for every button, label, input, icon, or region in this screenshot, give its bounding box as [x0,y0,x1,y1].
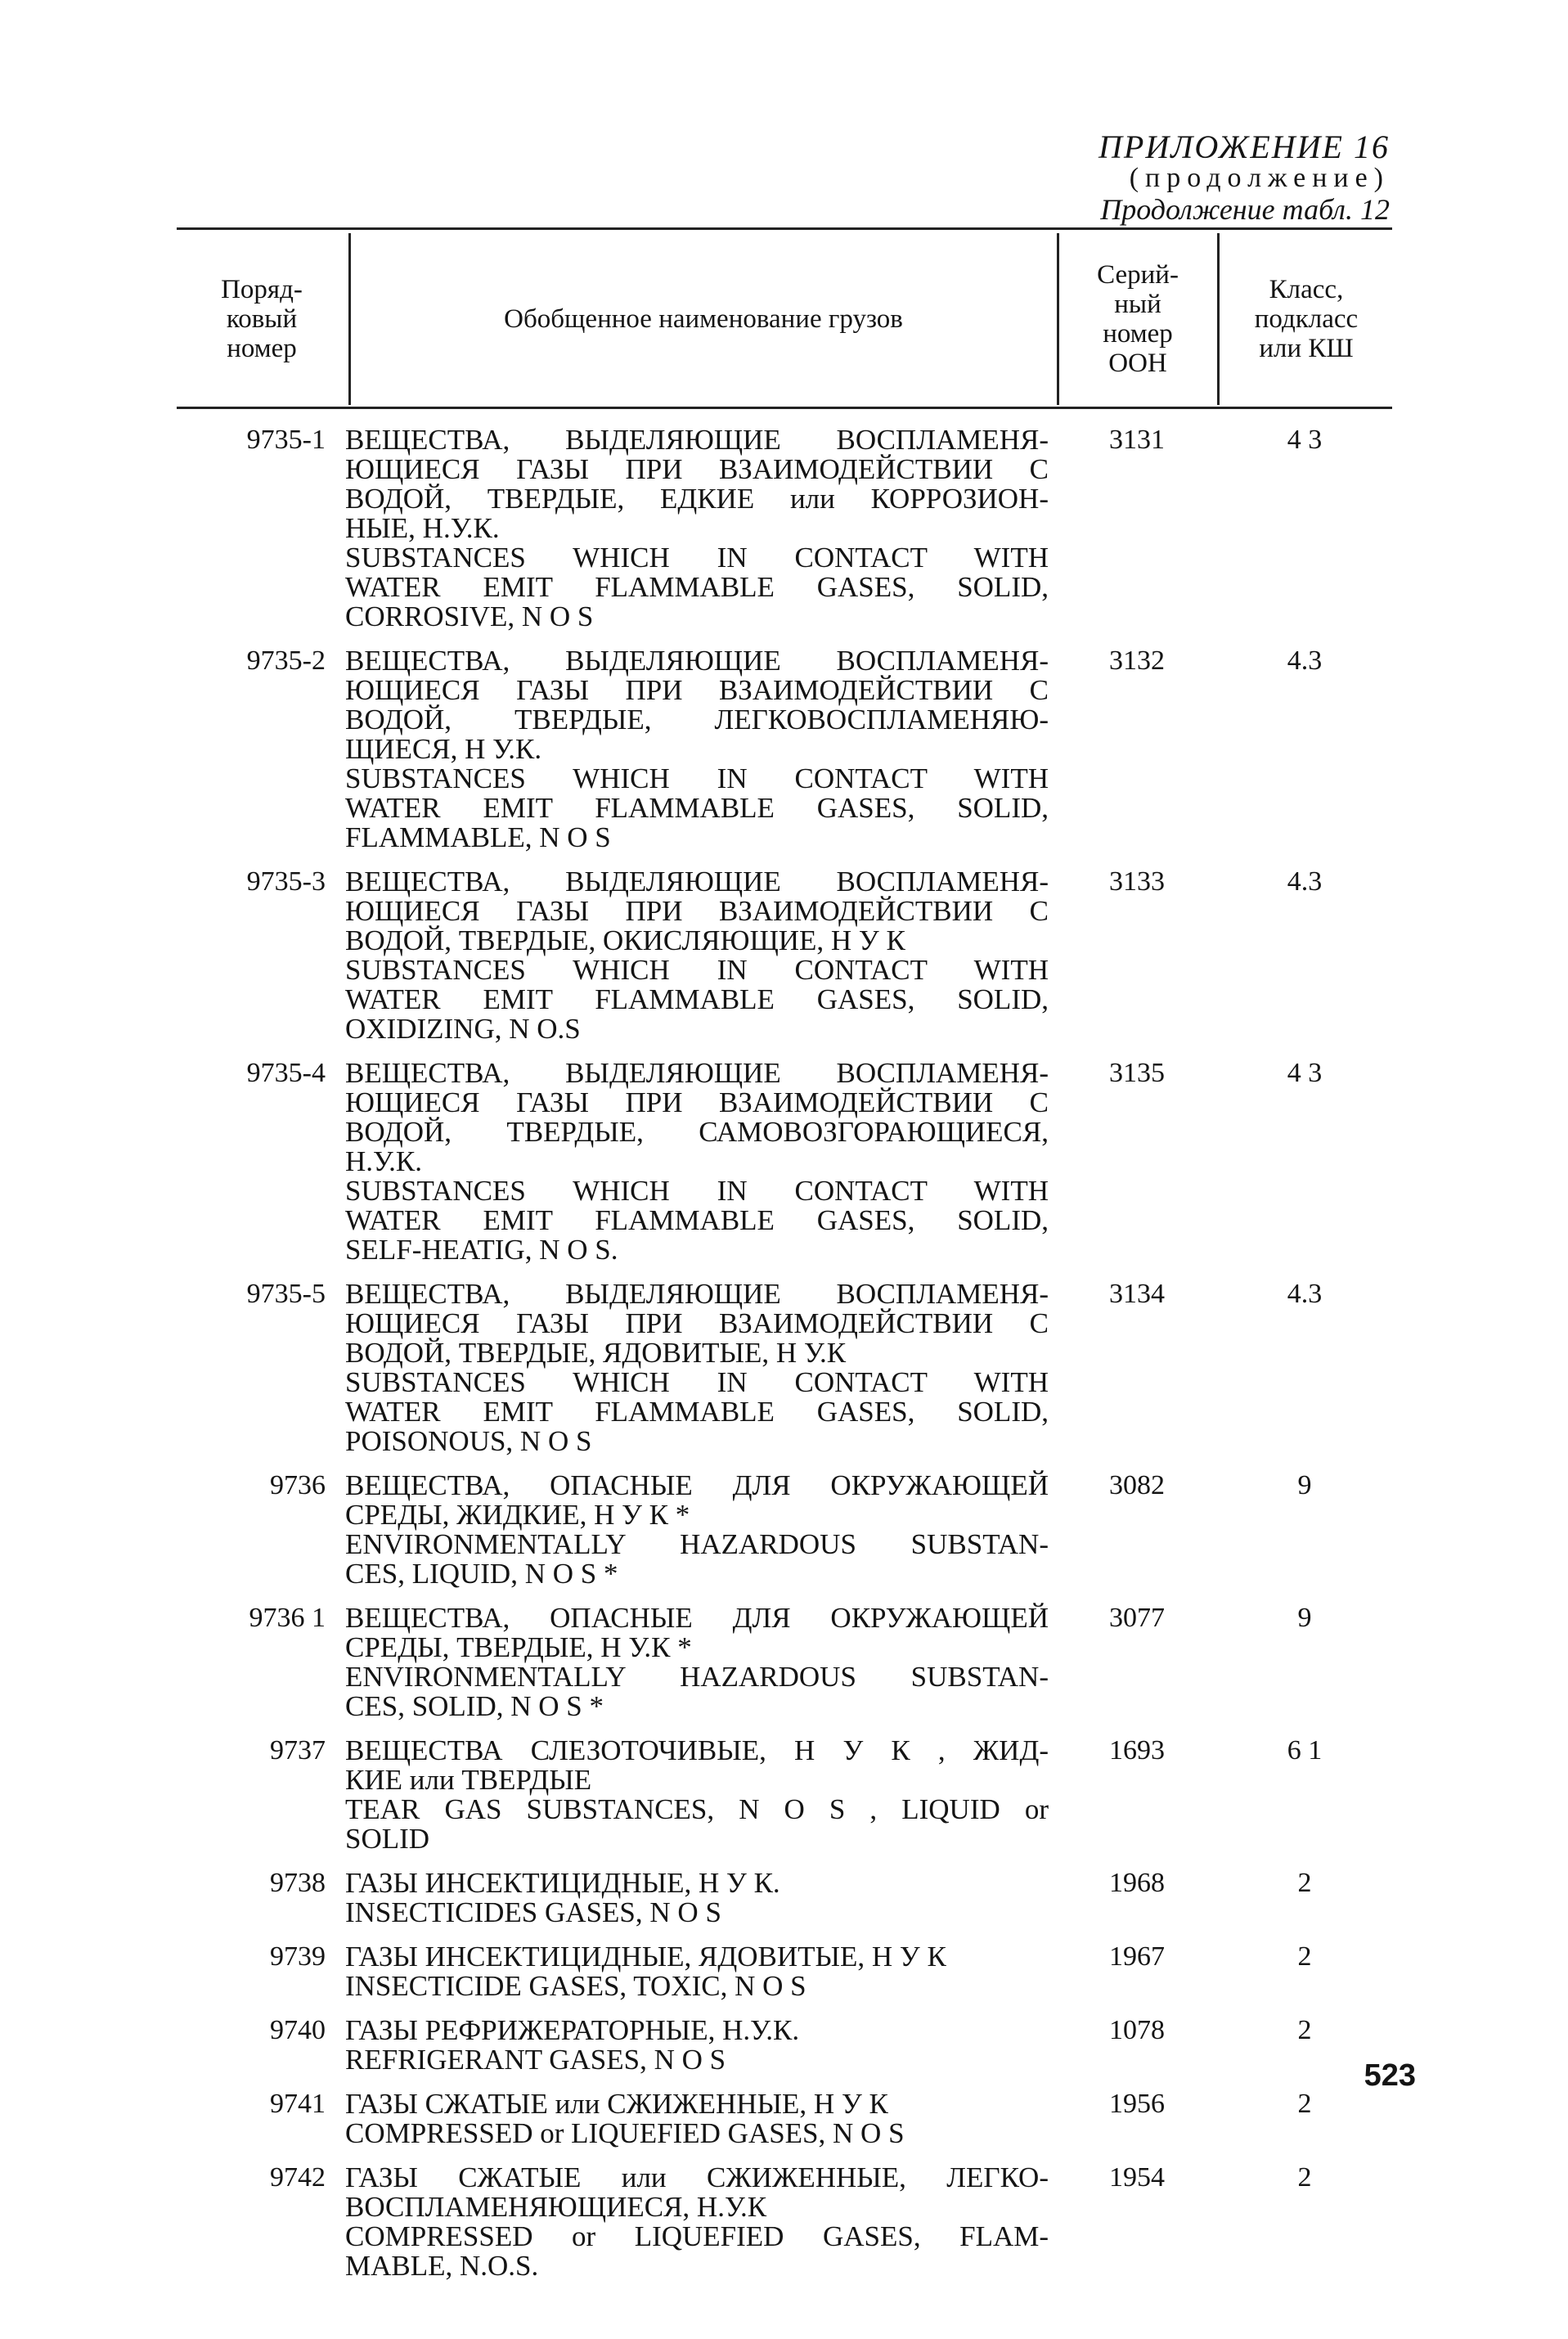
cargo-name-line: INSECTICIDE GASES, TOXIC, N O S [345,1970,806,2002]
cargo-name-line: FLAMMABLE, N O S [345,821,611,853]
table-row [0,1942,1568,2001]
cargo-name-line: SOLID [345,1823,430,1855]
row-number: 9736 [270,1470,326,1500]
cargo-name-line: ЮЩИЕСЯ ГАЗЫ ПРИ ВЗАИМОДЕЙСТВИИ С [345,453,1049,485]
row-number: 9735-5 [246,1279,326,1309]
row-number: 9739 [270,1941,326,1972]
table-row [0,1736,1568,1854]
cargo-name-line: Н.У.К. [345,1145,422,1177]
cargo-name-line: WATER EMIT FLAMMABLE GASES, SOLID, [345,792,1049,824]
cargo-name-line: WATER EMIT FLAMMABLE GASES, SOLID, [345,1204,1049,1236]
un-serial-number: 1954 [1109,2162,1165,2193]
cargo-name-line: СРЕДЫ, ЖИДКИЕ, Н У К * [345,1499,690,1531]
row-number: 9736 1 [249,1603,326,1633]
cargo-name-line: ВЕЩЕСТВА, ВЫДЕЛЯЮЩИЕ ВОСПЛАМЕНЯ- [345,424,1049,456]
cargo-name-line: ВЕЩЕСТВА, ОПАСНЫЕ ДЛЯ ОКРУЖАЮЩЕЙ [345,1469,1049,1501]
appendix-subtitle: (продолжение) [1129,163,1390,193]
cargo-name-line: ГАЗЫ ИНСЕКТИЦИДНЫЕ, ЯДОВИТЫЕ, Н У К [345,1941,946,1972]
column-divider [348,233,351,405]
un-serial-number: 1693 [1109,1735,1165,1765]
un-serial-number: 3134 [1109,1279,1165,1309]
column-header-name: Обобщенное наименование грузов [504,304,903,334]
cargo-name-line: ВЕЩЕСТВА, ОПАСНЫЕ ДЛЯ ОКРУЖАЮЩЕЙ [345,1602,1049,1634]
page-header [1098,128,1390,226]
hazard-class: 6 1 [1287,1735,1323,1765]
cargo-name-line: ENVIRONMENTALLY HAZARDOUS SUBSTAN- [345,1528,1049,1560]
row-number: 9735-4 [246,1058,326,1088]
table-continuation: Продолжение табл. 12 [1100,193,1390,226]
cargo-name-line: REFRIGERANT GASES, N O S [345,2044,726,2076]
table-row [0,2163,1568,2281]
hazard-class: 9 [1297,1470,1312,1500]
row-number: 9735-1 [246,425,326,455]
cargo-name-line: INSECTICIDES GASES, N O S [345,1896,721,1928]
cargo-name [345,1942,1049,2001]
cargo-name-line: ЩИЕСЯ, Н У.К. [345,733,542,765]
un-serial-number: 3132 [1109,645,1165,676]
table-body [0,425,1568,2296]
cargo-name-line: ЮЩИЕСЯ ГАЗЫ ПРИ ВЗАИМОДЕЙСТВИИ С [345,674,1049,706]
hazard-class: 9 [1297,1603,1312,1633]
row-number: 9735-3 [246,866,326,897]
cargo-name-line: WATER EMIT FLAMMABLE GASES, SOLID, [345,983,1049,1015]
cargo-name-line: ЮЩИЕСЯ ГАЗЫ ПРИ ВЗАИМОДЕЙСТВИИ С [345,895,1049,927]
cargo-name-line: ВОДОЙ, ТВЕРДЫЕ, ЯДОВИТЫЕ, Н У.К [345,1337,847,1369]
un-serial-number: 3077 [1109,1603,1165,1633]
row-number: 9742 [270,2162,326,2193]
cargo-name-line: OXIDIZING, N O.S [345,1013,581,1045]
hazard-class: 2 [1297,1941,1312,1972]
table-row [0,1059,1568,1265]
row-number: 9737 [270,1735,326,1765]
cargo-name-line: SUBSTANCES WHICH IN CONTACT WITH [345,762,1049,794]
cargo-name-line: ВОДОЙ, ТВЕРДЫЕ, САМОВОЗГОРАЮЩИЕСЯ, [345,1116,1049,1148]
hazard-class: 4.3 [1287,645,1323,676]
cargo-name-line: ВЕЩЕСТВА, ВЫДЕЛЯЮЩИЕ ВОСПЛАМЕНЯ- [345,866,1049,897]
cargo-name-line: ВЕЩЕСТВА СЛЕЗОТОЧИВЫЕ, Н У К , ЖИД- [345,1734,1049,1766]
cargo-name [345,867,1049,1044]
appendix-title: ПРИЛОЖЕНИЕ 16 [1098,128,1390,165]
cargo-name-line: ЮЩИЕСЯ ГАЗЫ ПРИ ВЗАИМОДЕЙСТВИИ С [345,1086,1049,1118]
cargo-name-line: ГАЗЫ РЕФРИЖЕРАТОРНЫЕ, Н.У.К. [345,2014,800,2046]
column-header-class: Класс, подкласс или КШ [1254,275,1359,363]
un-serial-number: 1967 [1109,1941,1165,1972]
table-row [0,1604,1568,1721]
cargo-name-line: ГАЗЫ СЖАТЫЕ или СЖИЖЕННЫЕ, Н У К [345,2088,888,2120]
hazard-class: 4 3 [1287,425,1323,455]
column-header-number: Поряд- ковый номер [221,275,303,363]
cargo-name [345,2016,1049,2075]
table-row [0,1869,1568,1927]
table-row [0,2089,1568,2148]
row-number: 9741 [270,2089,326,2119]
cargo-name [345,1869,1049,1927]
un-serial-number: 1956 [1109,2089,1165,2119]
cargo-name-line: CORROSIVE, N O S [345,600,594,632]
hazard-class: 4.3 [1287,1279,1323,1309]
cargo-name-line: MABLE, N.O.S. [345,2250,539,2282]
cargo-name [345,1604,1049,1721]
cargo-name [345,1736,1049,1854]
cargo-name-line: ВЕЩЕСТВА, ВЫДЕЛЯЮЩИЕ ВОСПЛАМЕНЯ- [345,1278,1049,1310]
cargo-name-line: ВОДОЙ, ТВЕРДЫЕ, ОКИСЛЯЮЩИЕ, Н У К [345,924,905,956]
table-row [0,646,1568,852]
cargo-name-line: ВЕЩЕСТВА, ВЫДЕЛЯЮЩИЕ ВОСПЛАМЕНЯ- [345,1057,1049,1089]
cargo-name-line: COMPRESSED or LIQUEFIED GASES, FLAM- [345,2220,1049,2252]
row-number: 9735-2 [246,645,326,676]
column-divider [1217,233,1220,405]
cargo-name [345,2089,1049,2148]
table-row [0,425,1568,632]
hazard-class: 2 [1297,1868,1312,1898]
cargo-name-line: WATER EMIT FLAMMABLE GASES, SOLID, [345,571,1049,603]
un-serial-number: 3131 [1109,425,1165,455]
cargo-name [345,646,1049,852]
table-row [0,867,1568,1044]
cargo-name-line: WATER EMIT FLAMMABLE GASES, SOLID, [345,1396,1049,1428]
cargo-name-line: КИЕ или ТВЕРДЫЕ [345,1764,592,1796]
cargo-name-line: SUBSTANCES WHICH IN CONTACT WITH [345,1366,1049,1398]
hazard-class: 2 [1297,2089,1312,2119]
cargo-name-line: ГАЗЫ ИНСЕКТИЦИДНЫЕ, Н У К. [345,1867,780,1899]
hazard-class: 4.3 [1287,866,1323,897]
cargo-name-line: CES, LIQUID, N O S * [345,1558,618,1590]
cargo-name-line: ВОДОЙ, ТВЕРДЫЕ, ЕДКИЕ или КОРРОЗИОН- [345,483,1049,515]
un-serial-number: 1078 [1109,2015,1165,2045]
table-row [0,1471,1568,1589]
hazard-class: 4 3 [1287,1058,1323,1088]
cargo-name-line: СРЕДЫ, ТВЕРДЫЕ, Н У.К * [345,1631,692,1663]
table-header-rule [177,407,1392,409]
cargo-name [345,2163,1049,2281]
cargo-name-line: SUBSTANCES WHICH IN CONTACT WITH [345,954,1049,986]
un-serial-number: 3082 [1109,1470,1165,1500]
hazard-class: 2 [1297,2015,1312,2045]
cargo-name-line: ВОСПЛАМЕНЯЮЩИЕСЯ, Н.У.К [345,2191,767,2223]
page-number: 523 [1364,2058,1416,2093]
cargo-name-line: TEAR GAS SUBSTANCES, N O S , LIQUID or [345,1793,1049,1825]
cargo-name [345,1471,1049,1589]
cargo-name [345,425,1049,632]
cargo-name [345,1059,1049,1265]
cargo-name-line: COMPRESSED or LIQUEFIED GASES, N O S [345,2117,905,2149]
row-number: 9740 [270,2015,326,2045]
column-divider [1057,233,1059,405]
un-serial-number: 3135 [1109,1058,1165,1088]
cargo-name-line: CES, SOLID, N O S * [345,1690,604,1722]
row-number: 9738 [270,1868,326,1898]
cargo-name-line: POISONOUS, N O S [345,1425,592,1457]
cargo-name-line: ГАЗЫ СЖАТЫЕ или СЖИЖЕННЫЕ, ЛЕГКО- [345,2161,1049,2193]
un-serial-number: 3133 [1109,866,1165,897]
un-serial-number: 1968 [1109,1868,1165,1898]
table-row [0,1280,1568,1456]
cargo-name-line: ВОДОЙ, ТВЕРДЫЕ, ЛЕГКОВОСПЛАМЕНЯЮ- [345,704,1049,735]
table-top-rule [177,227,1392,230]
hazard-class: 2 [1297,2162,1312,2193]
cargo-name-line: ВЕЩЕСТВА, ВЫДЕЛЯЮЩИЕ ВОСПЛАМЕНЯ- [345,645,1049,677]
column-header-serial: Серий- ный номер ООН [1097,260,1179,378]
cargo-name-line: НЫЕ, Н.У.К. [345,512,500,544]
cargo-name-line: ЮЩИЕСЯ ГАЗЫ ПРИ ВЗАИМОДЕЙСТВИИ С [345,1307,1049,1339]
cargo-name [345,1280,1049,1456]
table-row [0,2016,1568,2075]
cargo-name-line: ENVIRONMENTALLY HAZARDOUS SUBSTAN- [345,1661,1049,1693]
cargo-name-line: SUBSTANCES WHICH IN CONTACT WITH [345,542,1049,574]
cargo-name-line: SELF-HEATIG, N O S. [345,1234,618,1266]
cargo-name-line: SUBSTANCES WHICH IN CONTACT WITH [345,1175,1049,1207]
